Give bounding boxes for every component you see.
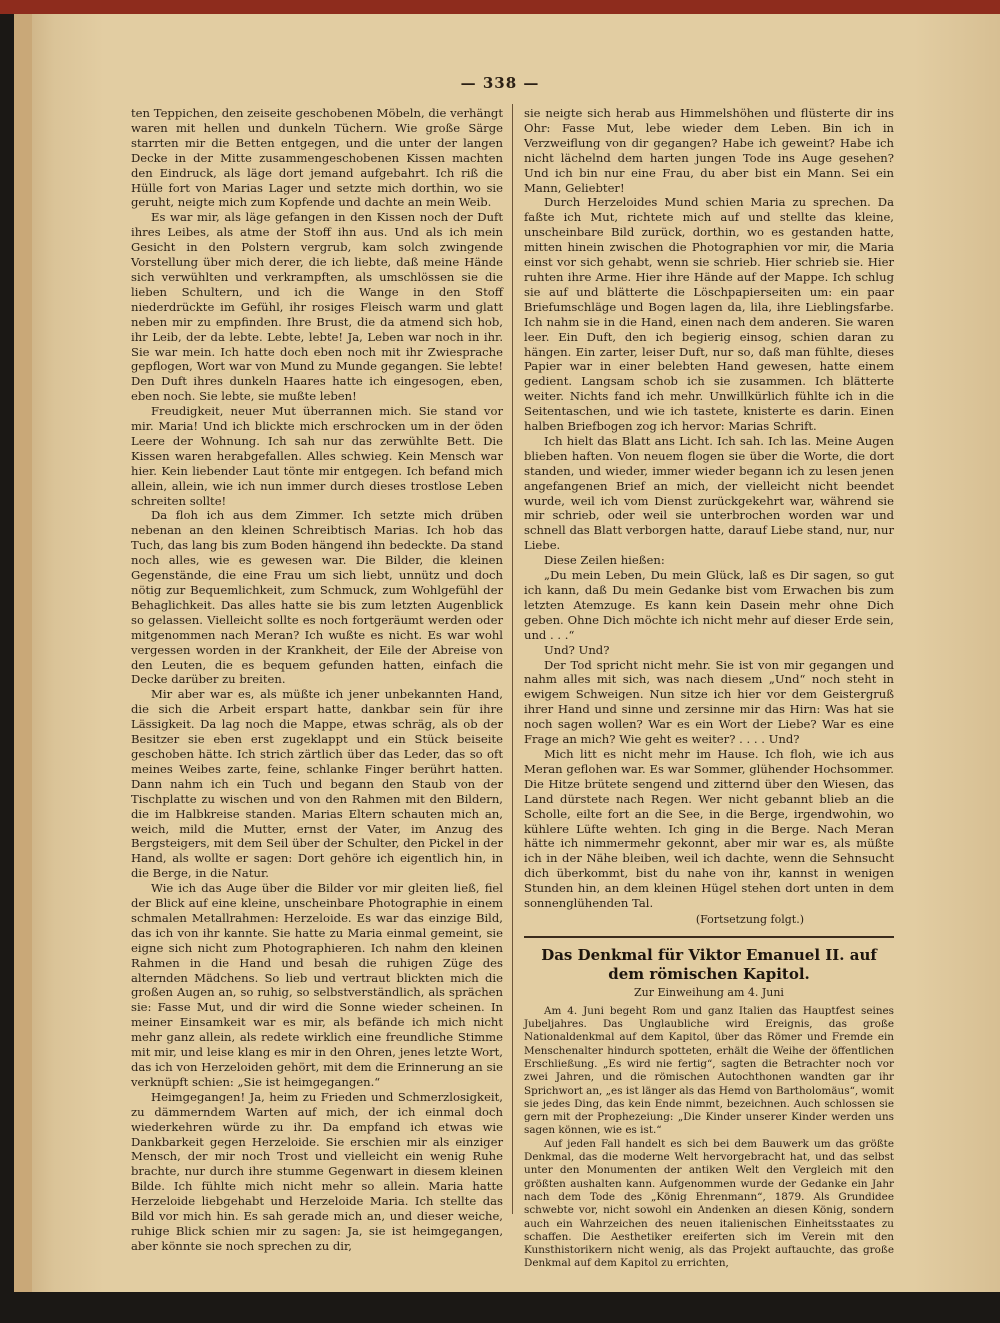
- book-edge-strip: [0, 0, 1000, 14]
- right-paragraph: Diese Zeilen hießen:: [544, 553, 665, 568]
- left-paragraph: Wie ich das Auge über die Bilder vor mir gleiten ließ, fiel der Blick auf eine kleine, unscheinbare Photographie in einem schmalen Metallrahmen: Herzeloide. Es war das einzige Bild, das ich von ihr kannte. Sie hatte zu Maria einmal gemeint, sie eigne sich nicht zum Photographieren. Ich nahm den kleinen Rahmen in die Hand und besah die ruhigen Züge des alternden Mädchens. So lieb und vertraut blickten mich die großen Augen an, so ruhig, so selbstverständlich, als sprächen sie: Fasse Mut, und dir wird die Sonne wieder scheinen. In meiner Einsamkeit war es mir, als befände ich mich nicht mehr ganz allein, als redete wirklich eine freundliche Stimme mit mir, und leise klang es mir in den Ohren, jenes letzte Wort, das ich von Herzeloiden gehört, mit dem die Erinnerung an sie verknüpft schien: „Sie ist heimgegangen.“: [131, 881, 503, 1089]
- page-spine-shadow: [14, 14, 32, 1292]
- left-paragraph: Heimgegangen! Ja, heim zu Frieden und Schmerzlosigkeit, zu dämmerndem Warten auf mich, der ich einmal doch wiederkehren würde zu ihr. Da empfand ich etwas wie Dankbarkeit gegen Herzeloide. Sie erschien mir als einziger Mensch, der mir noch Trost und vielleicht ein wenig Ruhe brachte, nur durch ihre stumme Gegenwart in diesem kleinen Bilde. Ich fühlte mich nicht mehr so allein. Maria hatte Herzeloide liebgehabt und Herzeloide Maria. Ich stellte das Bild vor mich hin. Es sah gerade mich an, und dieser weiche, ruhige Blick schien mir zu sagen: Ja, sie ist heimgegangen, aber könnte sie noch sprechen zu dir,: [131, 1089, 503, 1253]
- left-paragraph: Freudigkeit, neuer Mut überrannen mich. Sie stand vor mir. Maria! Und ich blickte mich erschrocken um in der öden Leere der Wohnung. Ich sah nur das zerwühlte Bett. Die Kissen waren herabgefallen. Alles schwieg. Kein Mensch war hier. Kein liebender Laut tönte mir entgegen. Ich befand mich allein, allein, wie ich nun immer durch dieses trostlose Leben schreiten sollte!: [131, 404, 503, 508]
- continuation-note: (Fortsetzung folgt.): [695, 912, 804, 926]
- right-paragraph: sie neigte sich herab aus Himmelshöhen und flüsterte dir ins Ohr: Fasse Mut, lebe wieder dem Leben. Bin ich in Verzweiflung von dir gegangen? Habe ich geweint? Habe ich nicht lächelnd dem harten jungen Tode ins Auge gesehen? Und ich bin nur eine Frau, du aber bist ein Mann. Sei ein Mann, Geliebter!: [524, 106, 894, 195]
- article-title: Das Denkmal für Viktor Emanuel II. auf dem römischen Kapitol.: [541, 945, 877, 983]
- left-paragraph: Da floh ich aus dem Zimmer. Ich setzte mich drüben nebenan an den kleinen Schreibtisch Marias. Ich hob das Tuch, das lang bis zum Boden hängend ihn bedeckte. Da stand noch alles, wie es gewesen war. Die Bilder, die kleinen Gegenstände, die eine Frau um sich liebt, unnütz und doch nötig zur Bequemlichkeit, zum Schmuck, zum Wohlgefühl der Behaglichkeit. Das alles hatte sie bis zum letzten Augenblick so gelassen. Vielleicht sollte es noch fortgeräumt werden oder mitgenommen nach Meran? Ich wußte es nicht. Es war wohl vergessen worden in der Krankheit, der Eile der Abreise von den Leuten, die es bequem gefunden hatten, einfach die Decke darüber zu breiten.: [131, 508, 503, 687]
- right-paragraph: Der Tod spricht nicht mehr. Sie ist von mir gegangen und nahm alles mit sich, was nach diesem „Und“ noch steht in ewigem Schweigen. Nun sitze ich hier vor dem Geistergruß ihrer Hand und sinne und zersinne mir das Hirn: Was hat sie noch sagen wollen? War es ein Wort der Liebe? War es eine Frage an mich? Wie geht es weiter? . . . . Und?: [524, 657, 894, 747]
- right-paragraph: Ich hielt das Blatt ans Licht. Ich sah. Ich las. Meine Augen blieben haften. Von neuem flogen sie über die Worte, die dort standen, und wieder, immer wieder begann ich zu lesen jenen angefangenen Brief an mich, der vielleicht nicht beendet wurde, weil ich vom Dienst zurückgekehrt war, während sie mir schrieb, oder weil sie unterbrochen worden war und schnell das Blatt verborgen hatte, darauf Liebe stand, nur, nur Liebe.: [524, 433, 894, 553]
- article-separator-rule: [524, 936, 894, 938]
- right-paragraph: Mich litt es nicht mehr im Hause. Ich floh, wie ich aus Meran geflohen war. Es war Sommer, glühender Hochsommer. Die Hitze brütete sengend und zitternd über den Wiesen, das Land dürstete nach Regen. Wer nicht gebannt blieb an die Scholle, eilte fort an die See, in die Berge, irgendwohin, wo kühlere Lüfte wehten. Ich ging in die Berge. Nach Meran hätte ich nimmermehr gekonnt, aber mir war es, als müßte ich in der Nähe bleiben, weil ich dachte, wenn die Sehnsucht dich überkommt, bist du nahe von ihr, kannst in wenigen Stunden hin, an dem kleinen Hügel stehen dort unten in dem sonnenglühenden Tal.: [524, 746, 894, 911]
- right-paragraph: Und? Und?: [544, 642, 610, 657]
- article-paragraph: Am 4. Juni begeht Rom und ganz Italien das Hauptfest seines Jubeljahres. Das Unglaubliche wird Ereignis, das große Nationaldenkmal auf dem Kapitol, über das Römer und Fremde ein Menschenalter hindurch spotteten, erhält die Weihe der öffentlichen Erschließung. „Es wird nie fertig“, sagten die Betrachter noch vor zwei Jahren, und die römischen Autochthonen wandten gar ihr Sprichwort an, „es ist länger als das Hemd von Bartholomäus“, womit sie jedes Ding, das kein Ende nimmt, bezeichnen. Auch schlossen sie gern mit der Prophezeiung: „Die Kinder unserer Kinder werden uns sagen können, wie es ist.“: [524, 1004, 895, 1137]
- page-number: — 338 —: [460, 74, 540, 92]
- article-subtitle: Zur Einweihung am 4. Juni: [634, 985, 784, 999]
- letter-quote: „Du mein Leben, Du mein Glück, laß es Dir sagen, so gut ich kann, daß Du mein Gedanke bist vom Erwachen bis zum letzten Atemzuge. Es kann kein Dasein mehr ohne Dich geben. Ohne Dich möchte ich nicht mehr auf dieser Erde sein, und . . .“: [524, 568, 894, 642]
- column-divider: [512, 104, 513, 1214]
- left-paragraph: Mir aber war es, als müßte ich jener unbekannten Hand, die sich die Arbeit erspart hatte, dankbar sein für ihre Lässigkeit. Da lag noch die Mappe, etwas schräg, als ob der Besitzer sie eben erst zugeklappt und ein Stück beiseite geschoben hätte. Ich strich zärtlich über das Leder, das so oft meines Weibes zarte, feine, schlanke Finger berührt hatten. Dann nahm ich ein Tuch und begann den Staub von der Tischplatte zu wischen und von den Rahmen mit den Bildern, die im Halbkreise standen. Marias Eltern schauten mich an, weich, mild die Mutter, ernst der Vater, im Anzug des Bergsteigers, mit dem Seil über der Schulter, den Pickel in der Hand, als wollte er sagen: Dort gehöre ich eigentlich hin, in die Berge, in die Natur.: [131, 687, 503, 881]
- left-paragraph: ten Teppichen, den zeiseite geschobenen Möbeln, die verhängt waren mit hellen und dunkeln Tüchern. Wie große Särge starrten mir die Betten entgegen, und die unter der langen Decke in der Mitte zusammengeschobenen Kissen machten den Eindruck, als läge dort jemand aufgebahrt. Ich riß die Hülle fort von Marias Lager und setzte mich dorthin, wo sie geruht, neigte mich zum Kopfende und dachte an mein Weib.: [131, 106, 503, 210]
- left-paragraph: Es war mir, als läge gefangen in den Kissen noch der Duft ihres Leibes, als atme der Stoff ihn aus. Und als ich mein Gesicht in den Polstern vergrub, kam solch zwingende Vorstellung über mich derer, die ich liebte, daß meine Hände sich verwühlten und verkrampften, als umschlössen sie die lieben Schultern, und ich die Wange in den Stoff niederdrückte im Gefühl, ihr rosiges Fleisch warm und glatt neben mir zu empfinden. Ihre Brust, die da atmend sich hob, ihr Leib, der da lebte. Lebte, lebte! Ja, Leben war noch in ihr. Sie war mein. Ich hatte doch eben noch mit ihr Zwiesprache gepflogen, Wort war von Mund zu Munde gegangen. Sie lebte! Den Duft ihres dunkeln Haares hatte ich eingesogen, eben, eben noch. Sie lebte, sie mußte leben!: [131, 210, 503, 404]
- right-paragraph: Durch Herzeloides Mund schien Maria zu sprechen. Da faßte ich Mut, richtete mich auf und stellte das kleine, unscheinbare Bild zurück, dorthin, wo es gestanden hatte, mitten hinein zwischen die Photographien vor mir, die Maria einst vor sich gehabt, wenn sie schrieb. Hier schrieb sie. Hier ruhten ihre Arme. Hier ihre Hände auf der Mappe. Ich schlug sie auf und blätterte die Löschpapierseiten um: ein paar Briefumschläge und Bogen lagen da, lila, ihre Lieblingsfarbe. Ich nahm sie in die Hand, einen nach dem anderen. Sie waren leer. Ein Duft, den ich begierig einsog, schien daran zu hängen. Ein zarter, leiser Duft, nur so, daß man fühlte, dieses Papier war in einer belebten Hand gewesen, hatte einem gedient. Langsam schob ich sie zusammen. Ich blätterte weiter. Nichts fand ich mehr. Unwillkürlich fühlte ich in die Seitentaschen, und wie ich tastete, knisterte es darin. Einen halben Briefbogen zog ich hervor: Marias Schrift.: [524, 195, 894, 434]
- right-column: [524, 106, 894, 1271]
- article-paragraph: Auf jeden Fall handelt es sich bei dem Bauwerk um das größte Denkmal, das die moderne Welt hervorgebracht hat, und das selbst unter den Monumenten der antiken Welt den Vergleich mit den größten aushalten kann. Aufgenommen wurde der Gedanke ein Jahr nach dem Tode des „König Ehrenmann“, 1879. Als Grundidee schwebte vor, nicht sowohl ein Andenken an diesen König, sondern auch ein Wahrzeichen des neuen italienischen Einheitsstaates zu schaffen. Die Aesthetiker ereiferten sich im Verein mit den Kunsthistorikern nicht wenig, als das Projekt auftauchte, das große Denkmal auf dem Kapitol zu errichten,: [524, 1137, 894, 1270]
- left-column: [131, 106, 503, 1254]
